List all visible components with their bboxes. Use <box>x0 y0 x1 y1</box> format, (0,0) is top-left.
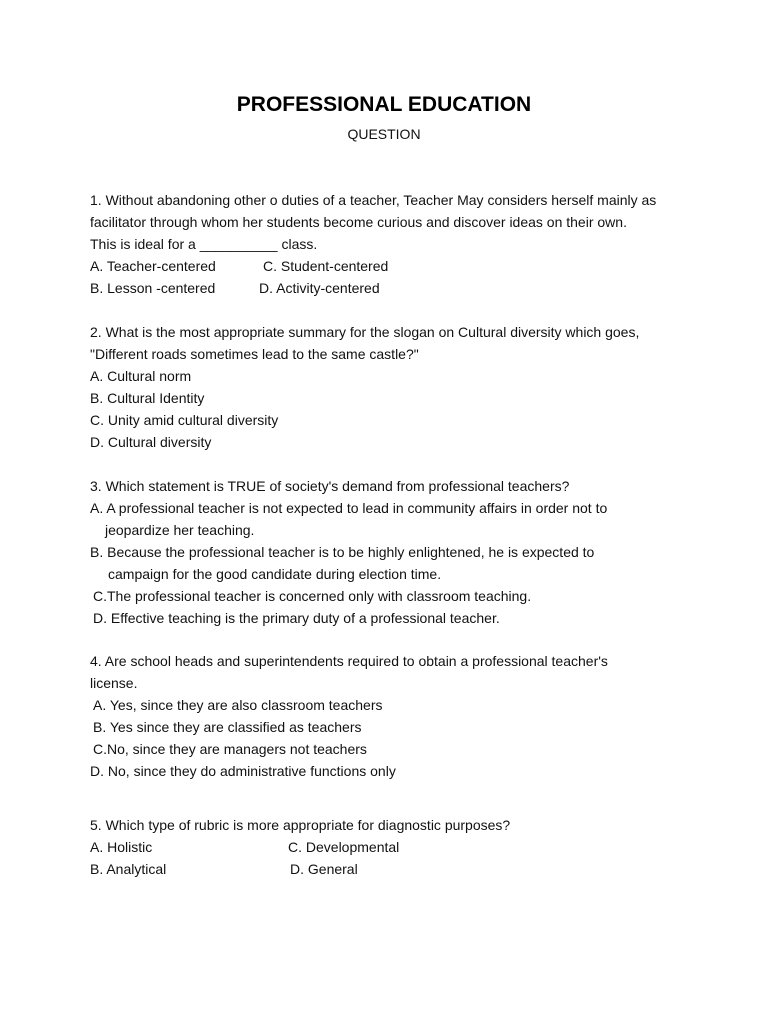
q3-option-d: D. Effective teaching is the primary duty of a professional teacher. <box>93 610 500 626</box>
q3-option-b-line-1: B. Because the professional teacher is to be highly enlightened, he is expected to <box>90 544 595 560</box>
q4-option-a: A. Yes, since they are also classroom teachers <box>93 697 383 713</box>
q1-option-c: C. Student-centered <box>263 258 389 274</box>
q1-stem-line-1: 1. Without abandoning other o duties of a teacher, Teacher May considers herself mainly as <box>90 192 657 208</box>
q5-option-c: C. Developmental <box>288 839 400 855</box>
q5-option-a: A. Holistic <box>90 839 153 855</box>
q4-stem-line-1: 4. Are school heads and superintendents required to obtain a professional teacher's <box>90 653 608 669</box>
q2-option-a: A. Cultural norm <box>90 368 192 384</box>
q5-option-d: D. General <box>290 861 358 877</box>
page-subtitle: QUESTION <box>347 126 421 142</box>
q5-option-b: B. Analytical <box>90 861 167 877</box>
q2-option-b: B. Cultural Identity <box>90 390 205 406</box>
q5-stem-line-1: 5. Which type of rubric is more appropriate for diagnostic purposes? <box>90 817 511 833</box>
q1-stem-line-2: facilitator through whom her students become curious and discover ideas on their own. <box>90 214 627 230</box>
q1-option-d: D. Activity-centered <box>259 280 380 296</box>
q1-option-a: A. Teacher-centered <box>90 258 216 274</box>
q3-stem-line-1: 3. Which statement is TRUE of society's demand from professional teachers? <box>90 478 570 494</box>
q3-option-a-line-1: A. A professional teacher is not expected to lead in community affairs in order not to <box>90 500 608 516</box>
q4-option-d: D. No, since they do administrative functions only <box>90 763 396 779</box>
q1-option-b: B. Lesson -centered <box>90 280 216 296</box>
q3-option-a-line-2: jeopardize her teaching. <box>105 522 255 538</box>
q3-option-c: C.The professional teacher is concerned only with classroom teaching. <box>93 588 532 604</box>
q4-option-b: B. Yes since they are classified as teachers <box>93 719 362 735</box>
q2-option-c: C. Unity amid cultural diversity <box>90 412 279 428</box>
q4-option-c: C.No, since they are managers not teachers <box>93 741 367 757</box>
q4-stem-line-2: license. <box>90 675 138 691</box>
q1-stem-line-3: This is ideal for a __________ class. <box>90 236 318 252</box>
q2-option-d: D. Cultural diversity <box>90 434 212 450</box>
q3-option-b-line-2: campaign for the good candidate during election time. <box>108 566 442 582</box>
page-title: PROFESSIONAL EDUCATION <box>236 93 532 116</box>
q2-stem-line-1: 2. What is the most appropriate summary for the slogan on Cultural diversity which goes, <box>90 324 640 340</box>
q2-stem-line-2: "Different roads sometimes lead to the same castle?" <box>90 346 419 362</box>
